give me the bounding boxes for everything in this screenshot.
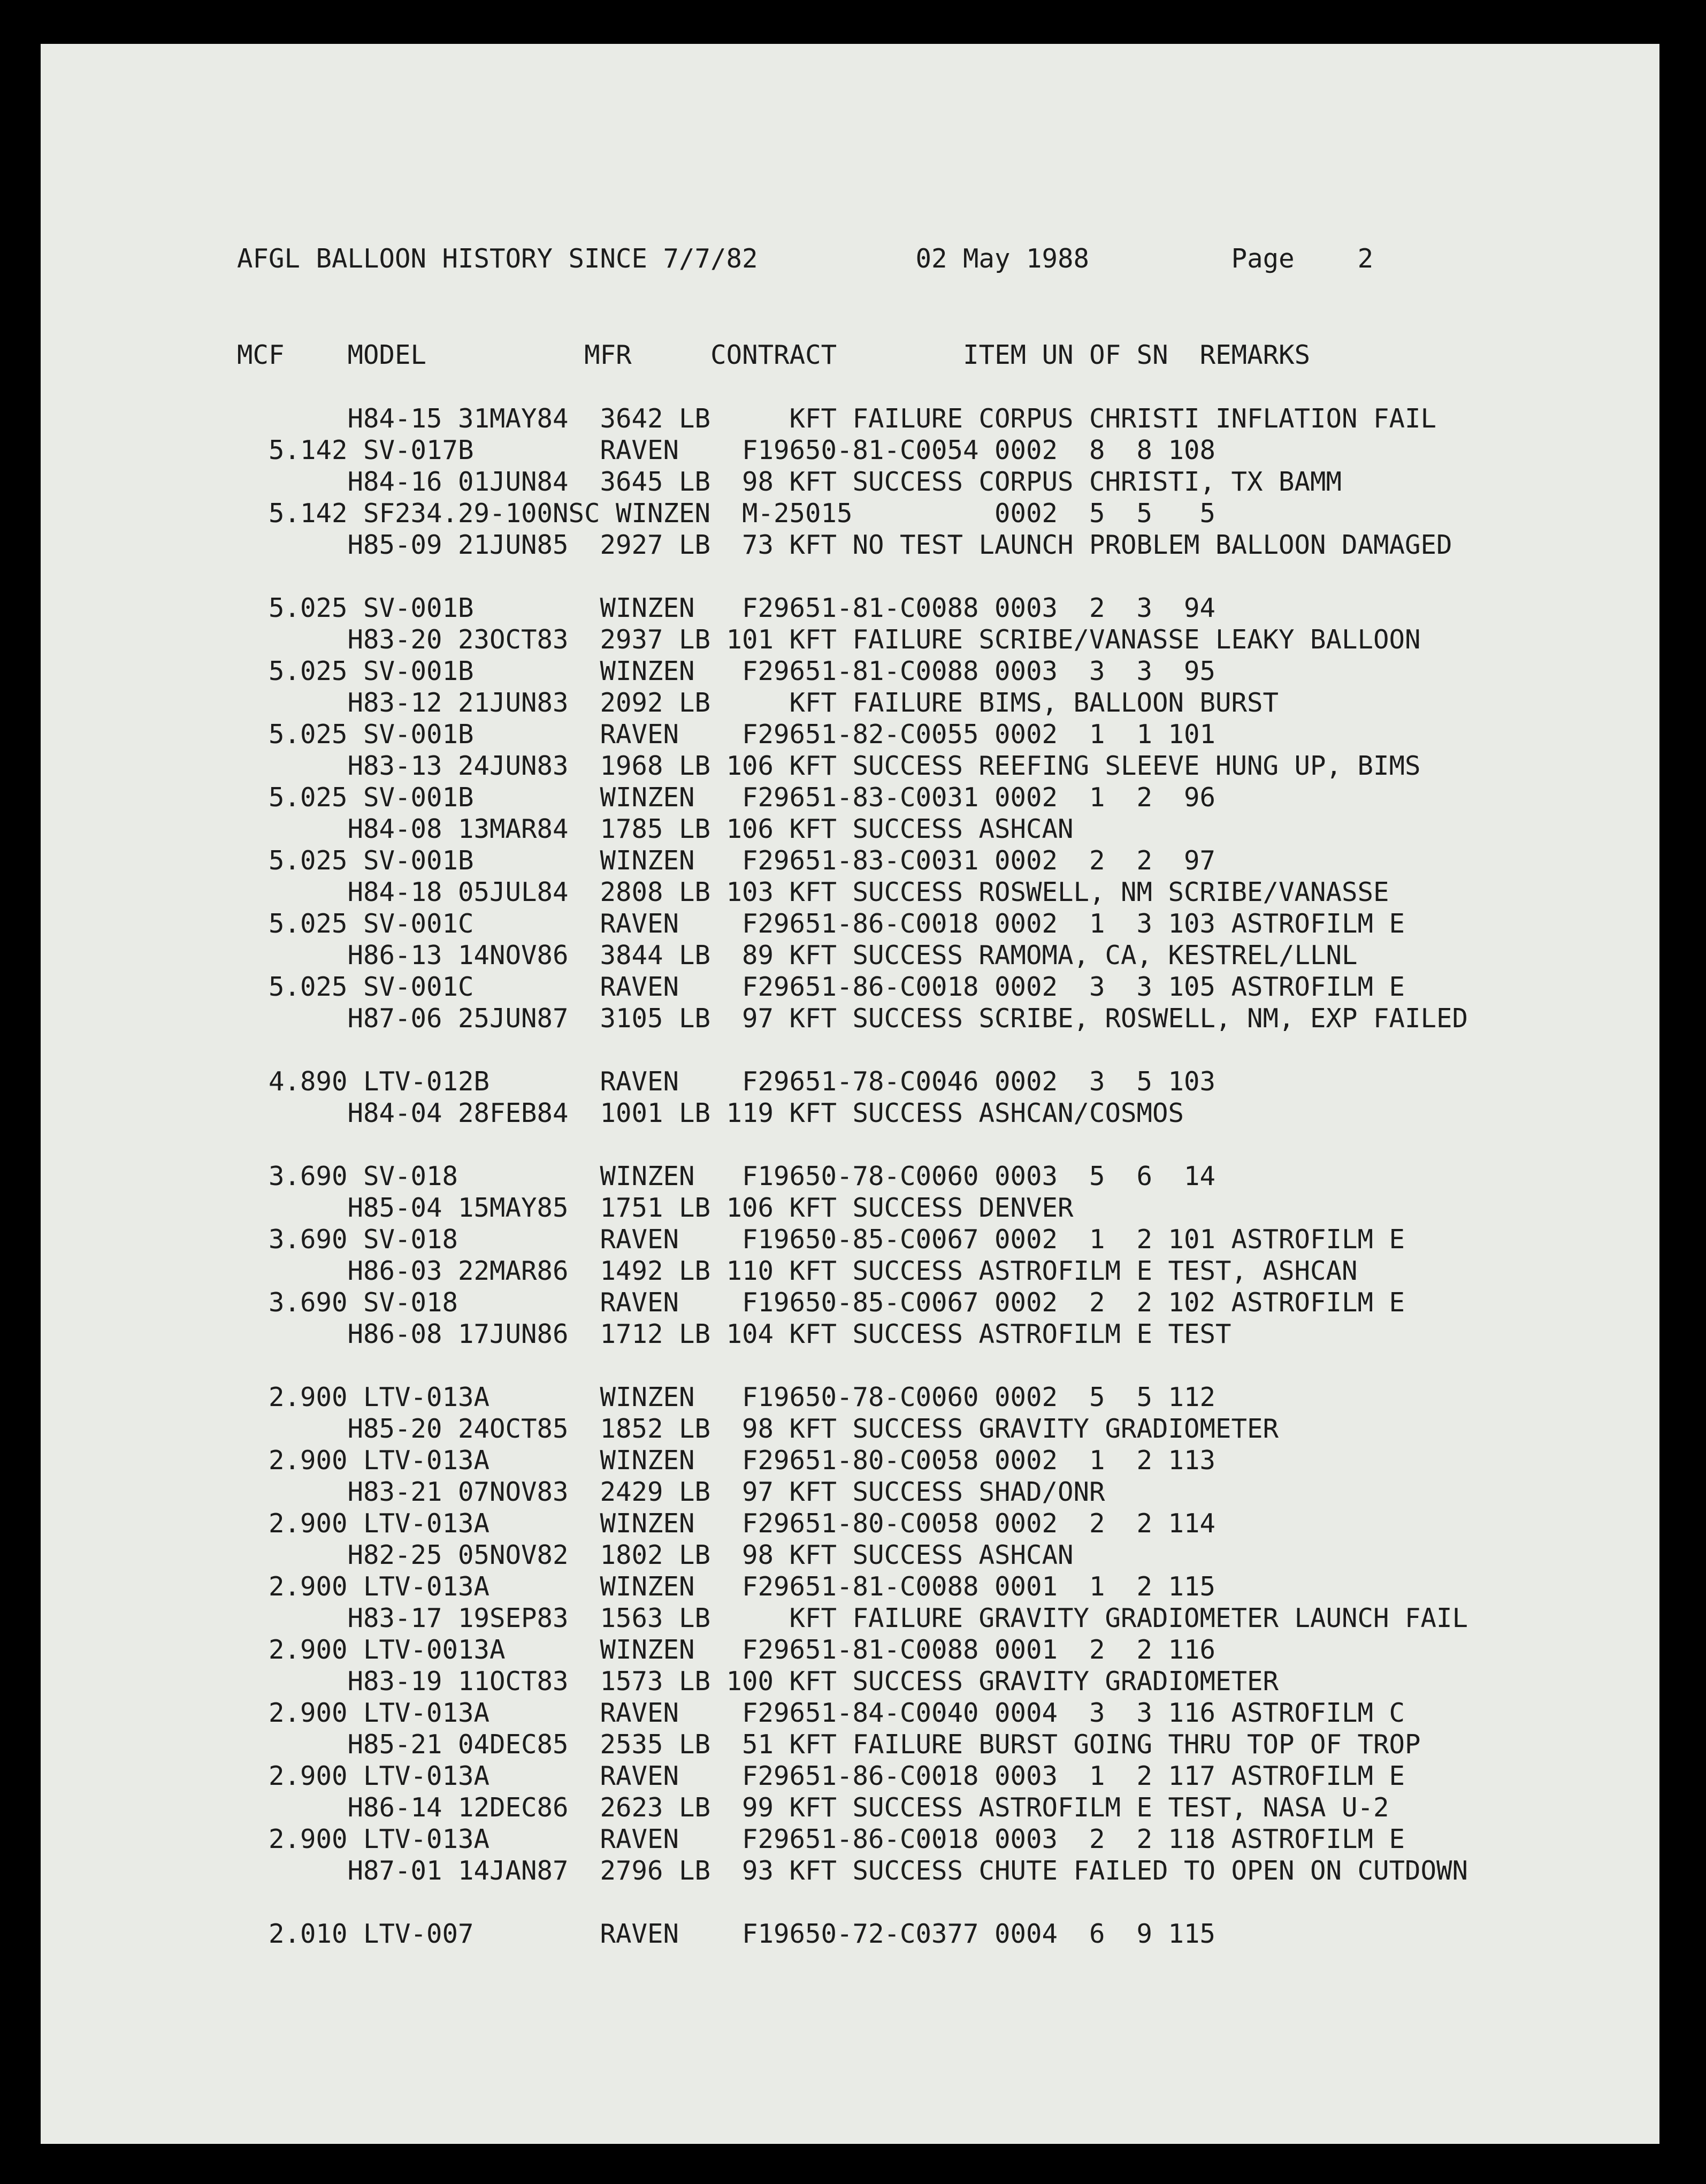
- record-line: H86-14 12DEC86 2623 LB 99 KFT SUCCESS ASTROFILM E TEST, NASA U-2: [237, 1792, 1389, 1823]
- column-header-item-un-of-sn: ITEM UN OF SN: [963, 340, 1168, 370]
- record-line: H84-16 01JUN84 3645 LB 98 KFT SUCCESS CORPUS CHRISTI, TX BAMM: [237, 467, 1342, 497]
- balloon-records: [237, 403, 1468, 1950]
- column-header-contract: CONTRACT: [710, 340, 837, 370]
- column-header-mfr: MFR: [584, 340, 632, 370]
- column-header-remarks: REMARKS: [1199, 340, 1311, 370]
- record-line: 2.900 LTV-013A RAVEN F29651-86-C0018 0003 2 2 118 ASTROFILM E: [237, 1824, 1405, 1854]
- record-line: H82-25 05NOV82 1802 LB 98 KFT SUCCESS ASHCAN: [237, 1540, 1074, 1570]
- record-line: H85-20 24OCT85 1852 LB 98 KFT SUCCESS GRAVITY GRADIOMETER: [237, 1414, 1279, 1444]
- record-line: H84-08 13MAR84 1785 LB 106 KFT SUCCESS ASHCAN: [237, 814, 1074, 844]
- record-line: H83-20 23OCT83 2937 LB 101 KFT FAILURE SCRIBE/VANASSE LEAKY BALLOON: [237, 624, 1421, 655]
- record-line: H83-12 21JUN83 2092 LB KFT FAILURE BIMS, BALLOON BURST: [237, 688, 1279, 718]
- record-gap: [237, 1887, 1468, 1918]
- record-line: 5.025 SV-001C RAVEN F29651-86-C0018 0002 3 3 105 ASTROFILM E: [237, 972, 1405, 1002]
- record-line: 5.025 SV-001B WINZEN F29651-81-C0088 0003 2 3 94: [237, 593, 1216, 623]
- report-date: 02 May 1988: [915, 243, 1090, 274]
- record-line: 2.900 LTV-0013A WINZEN F29651-81-C0088 0001 2 2 116: [237, 1635, 1216, 1665]
- record-line: 3.690 SV-018 RAVEN F19650-85-C0067 0002 2 2 102 ASTROFILM E: [237, 1287, 1405, 1318]
- record-line: H87-06 25JUN87 3105 LB 97 KFT SUCCESS SCRIBE, ROSWELL, NM, EXP FAILED: [237, 1003, 1468, 1034]
- record-line: H83-13 24JUN83 1968 LB 106 KFT SUCCESS REEFING SLEEVE HUNG UP, BIMS: [237, 751, 1421, 781]
- record-line: H84-04 28FEB84 1001 LB 119 KFT SUCCESS ASHCAN/COSMOS: [237, 1098, 1184, 1128]
- column-headers: [237, 339, 1310, 371]
- record-line: H86-08 17JUN86 1712 LB 104 KFT SUCCESS ASTROFILM E TEST: [237, 1319, 1231, 1349]
- record-line: 3.690 SV-018 WINZEN F19650-78-C0060 0003 5 6 14: [237, 1161, 1216, 1192]
- record-line: 2.900 LTV-013A WINZEN F29651-81-C0088 0001 1 2 115: [237, 1571, 1216, 1602]
- page-number: Page 2: [1231, 243, 1374, 274]
- record-line: 5.025 SV-001B WINZEN F29651-83-C0031 0002 1 2 96: [237, 782, 1216, 813]
- record-line: 2.900 LTV-013A WINZEN F19650-78-C0060 0002 5 5 112: [237, 1382, 1216, 1412]
- record-line: 2.010 LTV-007 RAVEN F19650-72-C0377 0004 6 9 115: [237, 1919, 1216, 1949]
- record-line: H83-21 07NOV83 2429 LB 97 KFT SUCCESS SHAD/ONR: [237, 1477, 1105, 1507]
- record-line: H85-21 04DEC85 2535 LB 51 KFT FAILURE BURST GOING THRU TOP OF TROP: [237, 1729, 1421, 1760]
- record-line: H84-18 05JUL84 2808 LB 103 KFT SUCCESS ROSWELL, NM SCRIBE/VANASSE: [237, 877, 1389, 907]
- record-line: H85-04 15MAY85 1751 LB 106 KFT SUCCESS DENVER: [237, 1193, 1074, 1223]
- record-line: 2.900 LTV-013A RAVEN F29651-84-C0040 0004 3 3 116 ASTROFILM C: [237, 1698, 1405, 1728]
- record-line: H83-19 11OCT83 1573 LB 100 KFT SUCCESS GRAVITY GRADIOMETER: [237, 1666, 1279, 1697]
- record-line: 4.890 LTV-012B RAVEN F29651-78-C0046 0002 3 5 103: [237, 1066, 1216, 1097]
- record-gap: [237, 561, 1468, 592]
- record-gap: [237, 1034, 1468, 1066]
- column-header-mcf: MCF: [237, 340, 285, 370]
- record-line: H87-01 14JAN87 2796 LB 93 KFT SUCCESS CHUTE FAILED TO OPEN ON CUTDOWN: [237, 1855, 1468, 1886]
- record-line: 2.900 LTV-013A WINZEN F29651-80-C0058 0002 2 2 114: [237, 1508, 1216, 1539]
- report-title: AFGL BALLOON HISTORY SINCE 7/7/82: [237, 243, 758, 274]
- record-line: 5.025 SV-001B WINZEN F29651-83-C0031 0002 2 2 97: [237, 845, 1216, 876]
- record-line: H85-09 21JUN85 2927 LB 73 KFT NO TEST LAUNCH PROBLEM BALLOON DAMAGED: [237, 530, 1452, 560]
- page-header: [237, 243, 1373, 274]
- record-line: 5.025 SV-001C RAVEN F29651-86-C0018 0002 1 3 103 ASTROFILM E: [237, 908, 1405, 939]
- record-line: 5.025 SV-001B WINZEN F29651-81-C0088 0003 3 3 95: [237, 656, 1216, 686]
- record-line: H86-03 22MAR86 1492 LB 110 KFT SUCCESS ASTROFILM E TEST, ASHCAN: [237, 1256, 1358, 1286]
- record-line: 2.900 LTV-013A RAVEN F29651-86-C0018 0003 1 2 117 ASTROFILM E: [237, 1761, 1405, 1791]
- record-line: 5.142 SF234.29-100NSC WINZEN M-25015 0002 5 5 5: [237, 498, 1216, 529]
- record-gap: [237, 1350, 1468, 1381]
- record-line: 5.142 SV-017B RAVEN F19650-81-C0054 0002 8 8 108: [237, 435, 1216, 465]
- record-gap: [237, 1129, 1468, 1160]
- record-line: H83-17 19SEP83 1563 LB KFT FAILURE GRAVITY GRADIOMETER LAUNCH FAIL: [237, 1603, 1468, 1633]
- record-line: 5.025 SV-001B RAVEN F29651-82-C0055 0002 1 1 101: [237, 719, 1216, 750]
- record-line: H84-15 31MAY84 3642 LB KFT FAILURE CORPUS CHRISTI INFLATION FAIL: [237, 403, 1437, 434]
- record-line: H86-13 14NOV86 3844 LB 89 KFT SUCCESS RAMOMA, CA, KESTREL/LLNL: [237, 940, 1358, 971]
- column-header-model: MODEL: [347, 340, 427, 370]
- record-line: 3.690 SV-018 RAVEN F19650-85-C0067 0002 1 2 101 ASTROFILM E: [237, 1224, 1405, 1255]
- record-line: 2.900 LTV-013A WINZEN F29651-80-C0058 0002 1 2 113: [237, 1445, 1216, 1476]
